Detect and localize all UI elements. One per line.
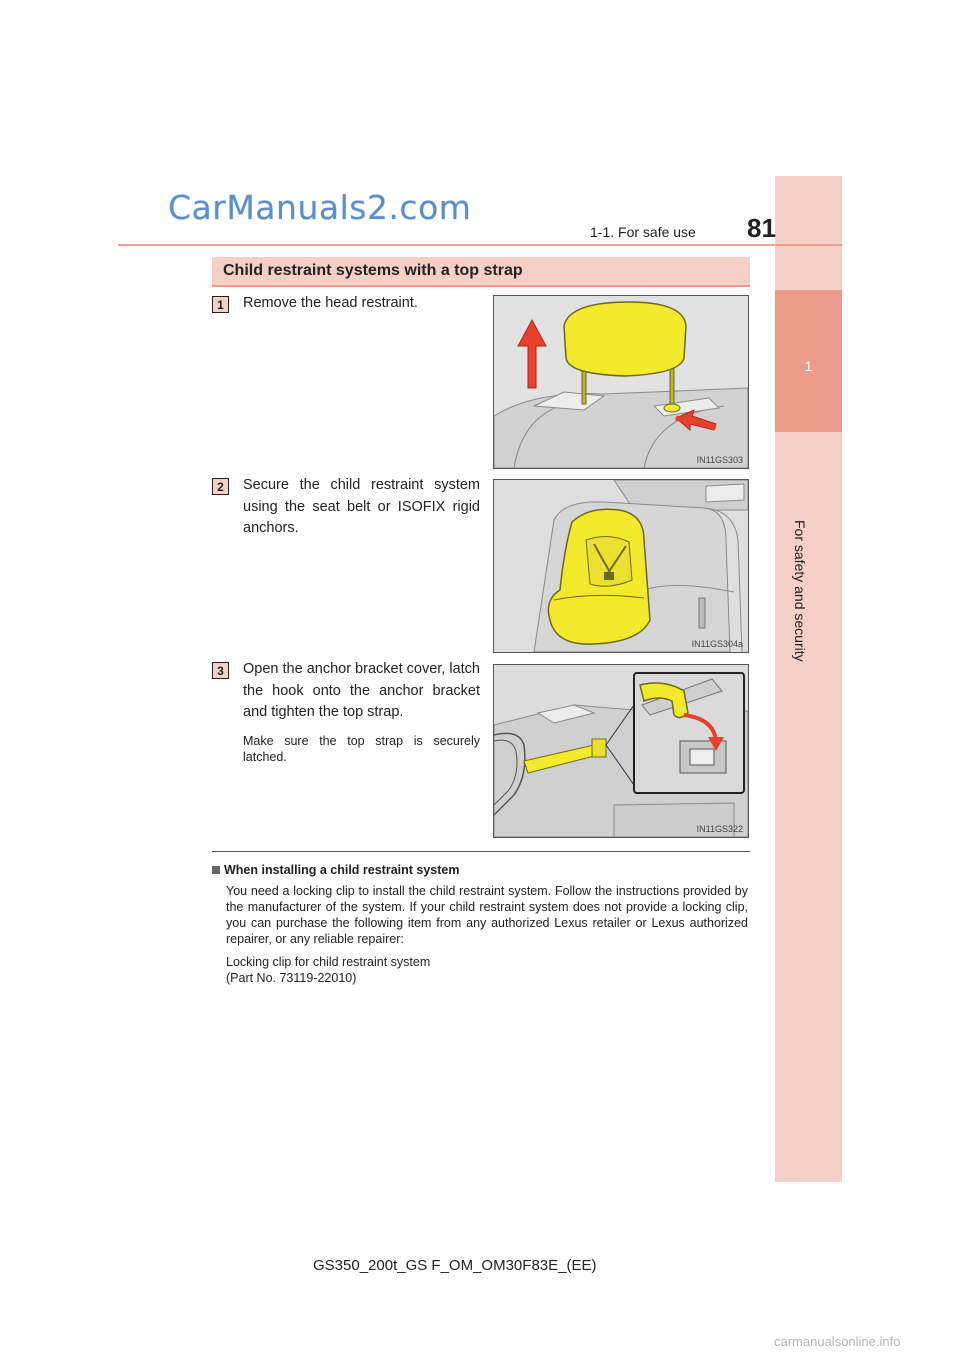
step-3-note: Make sure the top strap is securely latched. [243,734,480,764]
document-code: GS350_200t_GS F_OM_OM30F83E_(EE) [313,1257,597,1274]
step-1-text: Remove the head restraint. [243,295,418,311]
anchor-bracket-drawing [494,665,748,837]
step-3-text: Open the anchor bracket cover, latch the hook onto the anchor bracket and tighten the top strap. [243,661,480,720]
info-note-part [226,954,430,986]
section-heading [212,257,750,287]
running-header-section: 1-1. For safe use [590,224,696,240]
illustration-code: IN11GS304a [691,639,743,649]
info-note-heading-text: When installing a child restraint system [224,863,460,877]
site-watermark-bottom: carmanualsonline.info [774,1334,901,1349]
head-restraint-removal-illustration [493,295,749,469]
info-note-heading [212,863,459,877]
note-bullet-icon [212,866,220,874]
part-number: (Part No. 73119-22010) [226,971,357,985]
site-watermark-top: CarManuals2.com [168,188,472,227]
child-seat-installed-illustration [493,479,749,653]
illustration-code: IN11GS303 [696,455,743,465]
chapter-number: 1 [804,358,813,374]
illustration-code: IN11GS322 [696,824,743,834]
head-restraint-drawing [494,296,748,468]
page-number: 81 [747,213,776,243]
info-note-body: You need a locking clip to install the child restraint system. Follow the instructions provided by the manufacturer of the system. If your child restraint system does not provide a locking clip, you can purchase the following item from any authorized Lexus retailer or Lexus authorized repairer, or any reliable repairer: [226,884,748,946]
chapter-title: For safety and security [792,520,808,662]
child-seat-drawing [494,480,748,652]
part-name: Locking clip for child restraint system [226,955,431,969]
step-2-text: Secure the child restraint system using the seat belt or ISOFIX rigid anchors. [243,477,480,536]
section-heading-text: Child restraint systems with a top strap [223,262,523,279]
step-3-badge: 3 [212,662,229,679]
note-divider [212,851,750,852]
step-1-badge: 1 [212,296,229,313]
step-2-badge: 2 [212,478,229,495]
anchor-bracket-illustration [493,664,749,838]
header-rule [118,244,842,246]
